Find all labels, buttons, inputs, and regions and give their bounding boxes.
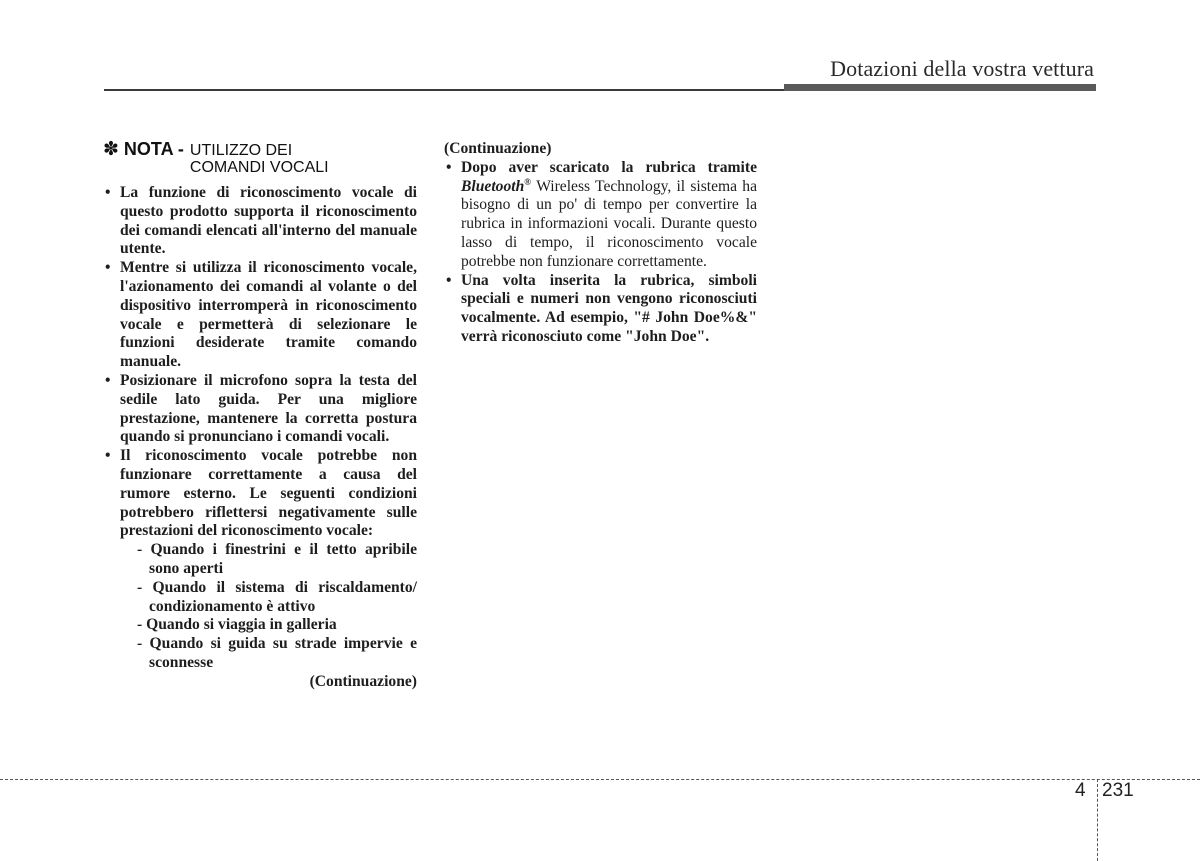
note-heading <box>103 140 417 176</box>
list-item-text: Il riconoscimento vocale potrebbe non funzionare correttamente a causa del rumore esterno. Le seguenti condizioni potrebbero riflettersi negativamente sulle prestazioni del riconoscimento vocale: <box>120 447 417 540</box>
continuation-label: (Continuazione) <box>444 140 552 157</box>
list-item: • La funzione di riconoscimento vocale di questo prodotto supporta il riconoscimento dei comandi elencati all'interno del manuale utente. <box>103 184 417 259</box>
right-column <box>444 140 757 347</box>
footer-dashed-rule <box>0 779 1200 780</box>
condition-list <box>120 541 417 673</box>
condition-item: - Quando si viaggia in galleria <box>137 616 337 634</box>
note-title-line1: UTILIZZO DEI <box>189 142 293 159</box>
bluetooth-brand: Bluetooth <box>461 177 525 195</box>
condition-item: - Quando il sistema di riscaldamento/ condizionamento è attivo <box>137 578 417 615</box>
note-label: NOTA - <box>123 139 184 159</box>
condition-item: - Quando si guida su strade impervie e sconnesse <box>137 635 417 671</box>
note-bullet-list <box>103 184 417 673</box>
list-item-text: Dopo aver scaricato la rubrica tramite <box>461 158 757 176</box>
list-item-text: Wireless Technology, il sistema ha bisogno di un po' di tempo per convertire la rubrica in informazioni vocali. Durante questo lasso di tempo, il riconoscimento vocale potrebbe non funzionare correttamente. <box>461 177 757 270</box>
header-rule-thin <box>104 89 784 91</box>
note-title-line2: COMANDI VOCALI <box>189 159 329 176</box>
continuation-label: (Continuazione) <box>309 672 417 690</box>
page-number: 231 <box>1102 780 1134 801</box>
continued-bullet-list <box>444 159 757 347</box>
left-column <box>103 140 417 692</box>
list-item: • Una volta inserita la rubrica, simboli speciali e numeri non vengono riconosciuti vocalmente. Ad esempio, "# John Doe%&" verrà riconosciuto come "John Doe". <box>444 272 757 347</box>
registered-mark: ® <box>524 176 531 187</box>
note-title <box>190 142 329 176</box>
list-item <box>103 447 417 673</box>
condition-item: - Quando i finestrini e il tetto apribile sono aperti <box>137 541 417 577</box>
list-item <box>444 159 757 272</box>
header-rule-thick <box>784 84 1096 91</box>
list-item: • Mentre si utilizza il riconoscimento vocale, l'azionamento dei comandi al volante o del dispositivo interromperà in riconoscimento vocale e permetterà di selezionare le funzioni desiderate tramite comando manuale. <box>103 259 417 372</box>
note-star-icon: ✽ <box>103 139 119 160</box>
chapter-number: 4 <box>1075 780 1086 801</box>
page-header-title: Dotazioni della vostra vettura <box>830 56 1094 81</box>
list-item: • Posizionare il microfono sopra la testa del sedile lato guida. Per una migliore prestazione, mantenere la corretta postura quando si pronunciano i comandi vocali. <box>103 372 417 447</box>
footer-vertical-rule <box>1097 779 1098 861</box>
